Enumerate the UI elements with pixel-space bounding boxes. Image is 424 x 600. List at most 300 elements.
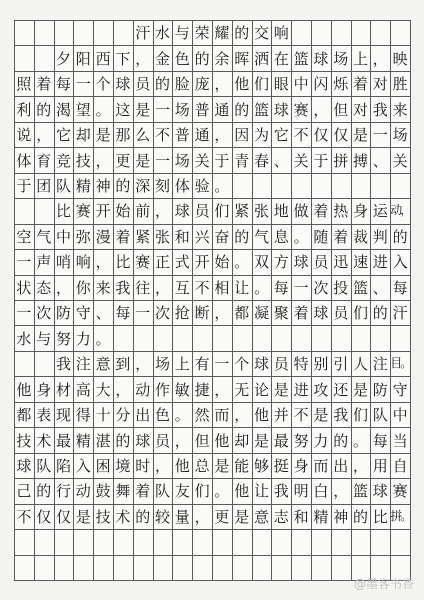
essay-character: 张: [154, 227, 170, 246]
essay-character: 身: [36, 380, 52, 399]
essay-character: 。: [214, 176, 230, 195]
essay-character: 通: [194, 126, 210, 145]
essay-character: 的: [392, 227, 408, 246]
essay-character: 球: [313, 49, 329, 68]
essay-character: 相: [214, 278, 230, 297]
grid-horizontal-line: [14, 224, 410, 225]
essay-character: 现: [55, 406, 71, 425]
essay-character: 中: [392, 406, 408, 425]
grid-horizontal-line: [14, 122, 410, 123]
essay-character: ，: [352, 456, 368, 475]
essay-character: 响: [75, 253, 91, 272]
essay-character: 庞: [194, 75, 210, 94]
essay-character: 于: [214, 151, 230, 170]
essay-character: 次: [154, 304, 170, 323]
essay-character: 。: [293, 227, 309, 246]
essay-character: 迅: [333, 253, 349, 272]
essay-character: 每: [372, 431, 388, 450]
essay-character: 我: [273, 482, 289, 501]
essay-character: 空: [16, 227, 32, 246]
essay-character: 动: [75, 482, 91, 501]
essay-character: ，: [154, 456, 170, 475]
essay-character: 球: [16, 456, 32, 475]
essay-character: 做: [293, 202, 309, 221]
essay-character: 是: [135, 100, 151, 119]
essay-character: 的: [115, 431, 131, 450]
essay-character: 注: [75, 355, 91, 374]
essay-character: 我: [333, 406, 349, 425]
essay-character: 闪: [313, 75, 329, 94]
grid-horizontal-line: [14, 249, 410, 250]
essay-character: ，: [115, 380, 131, 399]
essay-character: 队: [55, 176, 71, 195]
essay-character: 说: [16, 126, 32, 145]
essay-character: 照: [16, 75, 32, 94]
essay-character: 双: [253, 253, 269, 272]
essay-character: 开: [194, 253, 210, 272]
writing-grid-sheet: [14, 20, 410, 580]
essay-character: 篮: [253, 100, 269, 119]
essay-character: 紧: [135, 227, 151, 246]
essay-character: 漫: [95, 227, 111, 246]
essay-character: ，: [135, 49, 151, 68]
essay-character: 员: [135, 75, 151, 94]
essay-character: 和: [174, 227, 190, 246]
essay-character: 场: [174, 151, 190, 170]
essay-character: 注: [372, 355, 388, 374]
grid-horizontal-line: [14, 20, 410, 21]
essay-character: 始: [115, 202, 131, 221]
essay-character: 员: [273, 355, 289, 374]
essay-character: 张: [253, 202, 269, 221]
title-character: 与: [174, 24, 190, 43]
essay-character: 的: [372, 304, 388, 323]
essay-character: ，: [214, 126, 230, 145]
essay-character: 我: [372, 100, 388, 119]
essay-character: 仅: [55, 507, 71, 526]
essay-character: 是: [75, 507, 91, 526]
essay-character: 通: [214, 100, 230, 119]
essay-character: 关: [392, 151, 408, 170]
essay-character: 方: [273, 253, 289, 272]
essay-character: 个: [234, 355, 250, 374]
essay-character: 湛: [95, 431, 111, 450]
essay-character: 的: [135, 507, 151, 526]
essay-character: 一: [214, 355, 230, 374]
essay-character: 哨: [55, 253, 71, 272]
essay-character: 意: [95, 355, 111, 374]
essay-character: 却: [234, 431, 250, 450]
essay-character: 不: [154, 126, 170, 145]
essay-character: 对: [352, 100, 368, 119]
essay-character: 投: [333, 278, 349, 297]
grid-horizontal-line: [14, 275, 410, 276]
essay-character: 目。: [390, 356, 411, 371]
title-character: 耀: [214, 24, 230, 43]
essay-character: 是: [352, 380, 368, 399]
essay-character: 胜: [392, 75, 408, 94]
essay-character: 材: [55, 380, 71, 399]
essay-character: 的: [36, 100, 52, 119]
essay-character: 分: [115, 406, 131, 425]
essay-character: 每: [115, 304, 131, 323]
essay-character: 场: [392, 126, 408, 145]
essay-character: 拼: [333, 151, 349, 170]
essay-character: 都: [234, 304, 250, 323]
grid-horizontal-line: [14, 427, 410, 428]
essay-character: 。: [234, 253, 250, 272]
essay-character: 较: [154, 507, 170, 526]
essay-character: 神: [95, 176, 111, 195]
essay-character: 挺: [273, 456, 289, 475]
essay-character: 着: [352, 75, 368, 94]
essay-character: 脸: [174, 75, 190, 94]
essay-character: 搏: [352, 151, 368, 170]
essay-character: ，: [214, 380, 230, 399]
essay-character: 让: [234, 278, 250, 297]
essay-character: 声: [36, 253, 52, 272]
essay-character: 而: [214, 406, 230, 425]
essay-character: 它: [55, 126, 71, 145]
essay-character: 仅: [313, 126, 329, 145]
essay-character: 己: [16, 482, 32, 501]
essay-character: 篮: [293, 49, 309, 68]
essay-character: 他: [214, 431, 230, 450]
essay-character: 前: [135, 202, 151, 221]
essay-character: 着: [36, 75, 52, 94]
essay-character: 球: [273, 100, 289, 119]
essay-character: 西: [95, 49, 111, 68]
essay-character: 出: [135, 406, 151, 425]
essay-character: 是: [253, 431, 269, 450]
essay-character: 引: [333, 355, 349, 374]
essay-character: 你: [75, 278, 91, 297]
essay-character: 比: [372, 507, 388, 526]
essay-character: 的: [234, 227, 250, 246]
essay-character: 力: [313, 431, 329, 450]
essay-character: 技: [75, 151, 91, 170]
essay-character: 一: [16, 253, 32, 272]
essay-character: 抢: [174, 304, 190, 323]
essay-character: 行: [55, 482, 71, 501]
essay-character: 汗: [392, 304, 408, 323]
essay-character: 论: [253, 380, 269, 399]
essay-character: ，: [174, 431, 190, 450]
essay-character: 一: [135, 304, 151, 323]
essay-character: 最: [55, 431, 71, 450]
essay-character: 别: [313, 355, 329, 374]
essay-character: 一: [372, 126, 388, 145]
essay-character: 夕: [55, 49, 71, 68]
essay-character: 色: [174, 49, 190, 68]
grid-horizontal-line: [14, 147, 410, 148]
essay-character: 速: [352, 253, 368, 272]
essay-character: 着: [313, 202, 329, 221]
essay-character: 眼: [273, 75, 289, 94]
essay-character: 员: [154, 431, 170, 450]
essay-character: 们: [194, 482, 210, 501]
essay-character: 员: [313, 253, 329, 272]
essay-character: 地: [273, 202, 289, 221]
essay-character: 水: [16, 329, 32, 348]
essay-character: 。: [95, 329, 111, 348]
essay-character: ，: [234, 406, 250, 425]
grid-horizontal-line: [14, 325, 410, 326]
essay-character: 高: [75, 380, 91, 399]
essay-character: ，: [95, 253, 111, 272]
essay-character: 裁: [352, 227, 368, 246]
essay-character: 到: [115, 355, 131, 374]
essay-character: 利: [16, 100, 32, 119]
essay-character: 在: [273, 49, 289, 68]
essay-character: 球: [115, 75, 131, 94]
grid-horizontal-line: [14, 555, 410, 556]
title-character: 的: [234, 24, 250, 43]
essay-character: 的: [352, 507, 368, 526]
essay-character: ，: [95, 151, 111, 170]
grid-horizontal-line: [14, 45, 410, 46]
essay-character: 么: [135, 126, 151, 145]
essay-character: 、: [372, 151, 388, 170]
essay-character: 个: [95, 75, 111, 94]
essay-character: 神: [333, 507, 349, 526]
essay-character: 球: [135, 431, 151, 450]
essay-character: 深: [135, 176, 151, 195]
essay-character: 境: [115, 456, 131, 475]
essay-character: 关: [194, 151, 210, 170]
essay-character: ，: [154, 278, 170, 297]
grid-horizontal-line: [14, 376, 410, 377]
essay-character: 敏: [174, 380, 190, 399]
essay-character: 然: [194, 406, 210, 425]
essay-character: 每: [55, 75, 71, 94]
essay-character: 晖: [234, 49, 250, 68]
essay-character: 总: [194, 456, 210, 475]
essay-character: 他: [16, 380, 32, 399]
essay-character: 金: [154, 49, 170, 68]
essay-character: 于: [313, 151, 329, 170]
essay-character: 身: [352, 202, 368, 221]
essay-character: 但: [194, 431, 210, 450]
essay-character: 是: [313, 406, 329, 425]
essay-character: 奋: [214, 227, 230, 246]
essay-character: 着: [115, 227, 131, 246]
title-character: 荣: [194, 24, 210, 43]
essay-character: 上: [174, 355, 190, 374]
essay-character: 上: [352, 49, 368, 68]
essay-character: 凝: [253, 304, 269, 323]
essay-character: 气: [36, 227, 52, 246]
essay-character: 往: [135, 278, 151, 297]
essay-character: 的: [115, 176, 131, 195]
essay-character: 球: [372, 482, 388, 501]
essay-character: 场: [174, 100, 190, 119]
essay-character: 们: [214, 202, 230, 221]
essay-character: ，: [372, 49, 388, 68]
essay-character: 关: [293, 151, 309, 170]
essay-character: 用: [372, 456, 388, 475]
grid-horizontal-line: [14, 529, 410, 530]
essay-character: 不: [293, 126, 309, 145]
essay-character: 是: [95, 126, 111, 145]
essay-character: 一: [154, 100, 170, 119]
essay-character: 正: [154, 253, 170, 272]
essay-character: 的: [234, 100, 250, 119]
essay-character: 出: [333, 456, 349, 475]
essay-character: 的: [194, 49, 210, 68]
essay-character: 是: [352, 126, 368, 145]
essay-character: 篮: [352, 482, 368, 501]
essay-character: 赛: [392, 482, 408, 501]
essay-character: ，: [313, 100, 329, 119]
essay-character: 来: [392, 100, 408, 119]
essay-character: 竞: [55, 151, 71, 170]
essay-character: 育: [36, 151, 52, 170]
essay-character: 兴: [194, 227, 210, 246]
essay-character: 青: [234, 151, 250, 170]
essay-character: 是: [214, 456, 230, 475]
essay-character: 着: [293, 304, 309, 323]
essay-character: 表: [36, 406, 52, 425]
essay-character: 够: [253, 456, 269, 475]
essay-character: ，: [55, 278, 71, 297]
essay-character: 态: [36, 278, 52, 297]
essay-character: 特: [293, 355, 309, 374]
essay-character: 篮: [352, 278, 368, 297]
essay-character: 团: [36, 176, 52, 195]
essay-character: 力: [75, 329, 91, 348]
essay-character: 息: [273, 227, 289, 246]
essay-character: ，: [194, 507, 210, 526]
essay-character: 让: [253, 482, 269, 501]
essay-character: 我: [55, 355, 71, 374]
essay-character: 气: [253, 227, 269, 246]
essay-character: 是: [135, 151, 151, 170]
essay-character: 入: [75, 456, 91, 475]
essay-character: 这: [115, 100, 131, 119]
essay-character: 渴: [55, 100, 71, 119]
essay-character: 、: [273, 151, 289, 170]
essay-character: 来: [95, 278, 111, 297]
essay-character: 比: [55, 202, 71, 221]
essay-character: 一: [16, 304, 32, 323]
essay-character: 映: [392, 49, 408, 68]
essay-character: 动: [135, 380, 151, 399]
essay-character: 拼。: [390, 508, 411, 523]
essay-character: 努: [293, 431, 309, 450]
title-character: 水: [154, 24, 170, 43]
essay-character: 守: [75, 304, 91, 323]
essay-character: 它: [273, 126, 289, 145]
essay-character: ，: [214, 304, 230, 323]
essay-character: 还: [333, 380, 349, 399]
essay-character: 得: [75, 406, 91, 425]
essay-character: 式: [174, 253, 190, 272]
essay-character: 球: [313, 304, 329, 323]
essay-character: 状: [16, 278, 32, 297]
essay-character: 。: [352, 431, 368, 450]
grid-horizontal-line: [14, 351, 410, 352]
essay-character: 入: [392, 253, 408, 272]
essay-character: 鼓: [95, 482, 111, 501]
essay-character: 比: [115, 253, 131, 272]
essay-character: 着: [135, 482, 151, 501]
essay-character: 身: [293, 456, 309, 475]
essay-character: 着: [333, 227, 349, 246]
essay-character: 普: [194, 100, 210, 119]
essay-character: 赛: [293, 100, 309, 119]
essay-character: 当: [392, 431, 408, 450]
essay-character: 自: [392, 456, 408, 475]
essay-character: 中: [293, 75, 309, 94]
essay-character: 他: [234, 75, 250, 94]
essay-character: 意: [253, 507, 269, 526]
essay-character: 都: [16, 406, 32, 425]
essay-character: 更: [115, 151, 131, 170]
essay-character: 攻: [313, 380, 329, 399]
essay-character: 人: [352, 355, 368, 374]
essay-character: 精: [75, 176, 91, 195]
essay-character: 赛: [75, 202, 91, 221]
essay-character: 时: [135, 456, 151, 475]
essay-character: 志: [273, 507, 289, 526]
essay-character: 们: [253, 75, 269, 94]
essay-character: 、: [95, 304, 111, 323]
essay-character: 场: [333, 49, 349, 68]
essay-character: 一: [75, 75, 91, 94]
grid-horizontal-line: [14, 478, 410, 479]
essay-character: 。: [174, 406, 190, 425]
essay-character: 弥: [75, 227, 91, 246]
watermark: @墨客书香: [353, 577, 414, 591]
essay-character: 无: [234, 380, 250, 399]
essay-character: 下: [115, 49, 131, 68]
grid-horizontal-line: [14, 402, 410, 403]
grid-horizontal-line: [14, 504, 410, 505]
essay-character: 有: [194, 355, 210, 374]
grid-horizontal-line: [14, 300, 410, 301]
essay-character: 最: [273, 431, 289, 450]
essay-character: 们: [352, 406, 368, 425]
essay-character: 守: [392, 380, 408, 399]
essay-character: 体: [16, 151, 32, 170]
essay-character: 判: [372, 227, 388, 246]
essay-character: 。: [95, 100, 111, 119]
essay-character: 更: [214, 507, 230, 526]
grid-horizontal-line: [14, 453, 410, 454]
essay-character: 量: [174, 507, 190, 526]
essay-character: 体: [174, 176, 190, 195]
essay-character: 聚: [273, 304, 289, 323]
essay-character: 术: [115, 507, 131, 526]
essay-character: 大: [95, 380, 111, 399]
title-character: 响: [273, 24, 289, 43]
essay-character: 一: [293, 278, 309, 297]
essay-character: 。: [253, 278, 269, 297]
essay-character: 明: [293, 482, 309, 501]
title-character: 交: [253, 24, 269, 43]
essay-character: 不: [194, 278, 210, 297]
essay-character: 技: [95, 507, 111, 526]
essay-character: 随: [313, 227, 329, 246]
essay-character: 陷: [55, 456, 71, 475]
essay-character: 开: [95, 202, 111, 221]
essay-character: 色: [154, 406, 170, 425]
essay-character: 技: [16, 431, 32, 450]
essay-character: 他: [253, 406, 269, 425]
essay-character: 为: [253, 126, 269, 145]
essay-character: 余: [214, 49, 230, 68]
